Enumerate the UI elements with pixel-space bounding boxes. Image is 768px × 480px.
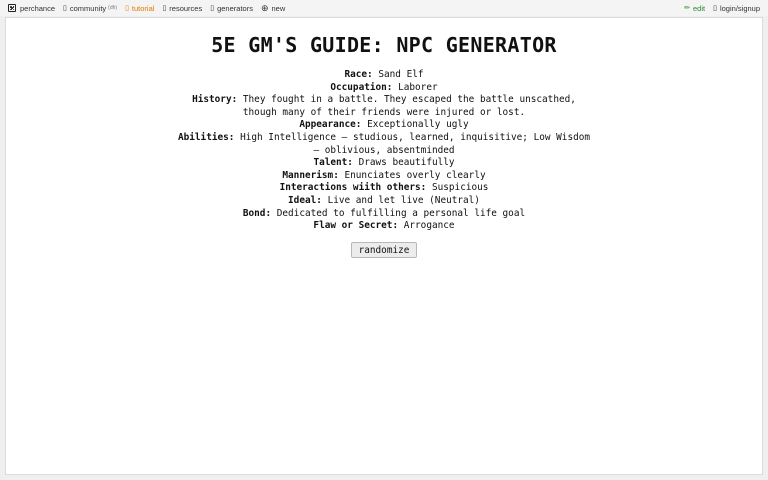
- nav-edit[interactable]: [684, 4, 705, 13]
- plus-circle-icon: ⊕: [260, 2, 269, 13]
- nav-generators-label: generators: [217, 3, 253, 13]
- npc-bond: [6, 208, 762, 221]
- npc-bond-value: Dedicated to fulfilling a personal life goal: [276, 207, 526, 219]
- nav-perchance-label: perchance: [20, 3, 56, 13]
- top-nav-bar: [0, 0, 768, 16]
- nav-community-label: community: [69, 3, 107, 13]
- npc-abilities-label: Abilities:: [177, 131, 235, 143]
- nav-resources-label: resources: [169, 3, 203, 13]
- nav-tutorial[interactable]: [125, 4, 154, 13]
- nav-login-label: login/signup: [719, 3, 760, 13]
- nav-tutorial-label: tutorial: [131, 3, 155, 13]
- npc-occupation-label: Occupation:: [330, 81, 393, 93]
- nav-login[interactable]: [713, 4, 760, 13]
- nav-edit-label: edit: [693, 3, 706, 13]
- npc-interactions: [6, 182, 762, 195]
- nav-perchance[interactable]: [8, 4, 55, 13]
- npc-talent-value: Draws beautifully: [358, 157, 455, 169]
- npc-race-label: Race:: [344, 69, 373, 80]
- npc-talent-label: Talent:: [313, 157, 353, 169]
- npc-mannerism-label: Mannerism:: [282, 169, 339, 181]
- nav-new[interactable]: [261, 4, 285, 13]
- npc-interactions-label: Interactions wiith others:: [279, 182, 427, 194]
- npc-flaw: [6, 220, 762, 233]
- nav-generators[interactable]: [210, 4, 253, 13]
- npc-appearance: [6, 119, 762, 132]
- npc-appearance-label: Appearance:: [299, 119, 362, 131]
- npc-occupation-value: Laborer: [398, 81, 438, 93]
- npc-occupation: [6, 82, 762, 95]
- nav-new-label: new: [271, 3, 286, 13]
- user-icon: ▯: [713, 4, 717, 12]
- nav-community-sub: (dh): [108, 5, 118, 11]
- page-title: 5E GM'S GUIDE: NPC GENERATOR: [211, 33, 557, 57]
- npc-talent: [6, 157, 762, 170]
- list-icon: ▯: [210, 4, 215, 12]
- npc-mannerism-value: Enunciates overly clearly: [344, 169, 486, 181]
- nav-right: [676, 0, 760, 16]
- randomize-button[interactable]: randomize: [351, 242, 417, 258]
- npc-details: [6, 69, 762, 233]
- npc-ideal-value: Live and let live (Neutral): [327, 194, 480, 206]
- npc-appearance-value: Exceptionally ugly: [367, 119, 469, 131]
- npc-race: [6, 69, 762, 82]
- npc-flaw-label: Flaw or Secret:: [313, 220, 399, 232]
- book-icon: ▯: [125, 4, 129, 12]
- die-icon: [8, 4, 16, 12]
- generator-panel: [5, 17, 763, 475]
- nav-resources[interactable]: [162, 4, 202, 13]
- npc-race-value: Sand Elf: [378, 69, 424, 80]
- npc-history-label: History:: [192, 94, 238, 106]
- npc-ideal: [6, 195, 762, 208]
- npc-bond-label: Bond:: [242, 207, 272, 219]
- npc-abilities-value: High Intelligence — studious, learned, inquisitive; Low Wisdom — oblivious, absentminded: [240, 131, 591, 156]
- book-icon: ▯: [162, 4, 167, 12]
- npc-mannerism: [6, 170, 762, 183]
- nav-left: [8, 0, 293, 16]
- npc-interactions-value: Suspicious: [431, 182, 489, 194]
- npc-abilities: [174, 132, 594, 157]
- npc-history-value: They fought in a battle. They escaped the battle unscathed, though many of their friends were injured or lost.: [242, 94, 576, 118]
- npc-history: [184, 94, 584, 119]
- npc-flaw-value: Arrogance: [403, 220, 455, 232]
- nav-community[interactable]: [63, 4, 117, 13]
- pencil-icon: ✏: [684, 4, 691, 12]
- npc-ideal-label: Ideal:: [288, 194, 322, 206]
- chat-icon: ▯: [63, 4, 67, 12]
